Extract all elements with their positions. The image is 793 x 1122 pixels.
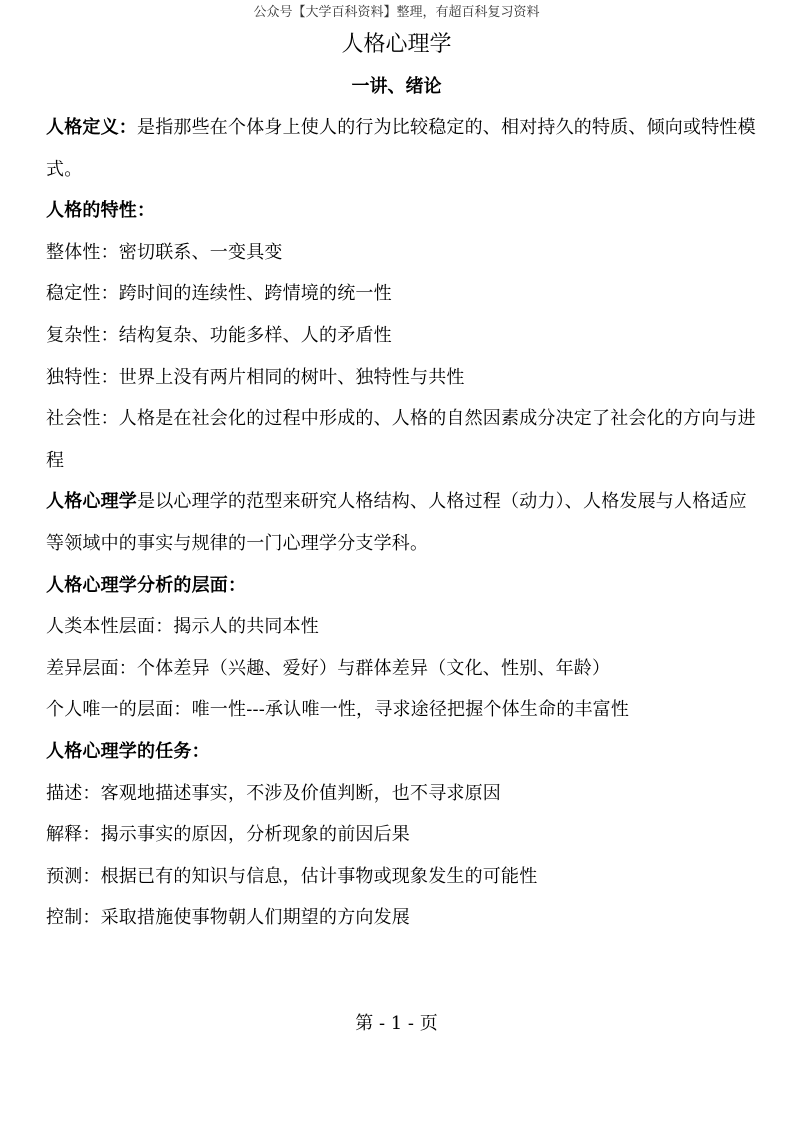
task-item-predict: 预测：根据已有的知识与信息，估计事物或现象发生的可能性	[46, 865, 538, 887]
document-title: 人格心理学	[341, 32, 452, 57]
trait-item-complexity: 复杂性：结构复杂、功能多样、人的矛盾性	[46, 324, 392, 346]
psychology-definition-label: 人格心理学	[46, 491, 137, 513]
trait-item-wholeness: 整体性：密切联系、一变具变	[46, 241, 283, 263]
level-item-individual: 个人唯一的层面：唯一性---承认唯一性，寻求途径把握个体生命的丰富性	[46, 699, 630, 721]
definition-text: 是指那些在个体身上使人的行为比较稳定的、相对持久的特质、倾向或特性模式。	[46, 117, 756, 180]
task-item-explain: 解释：揭示事实的原因，分析现象的前因后果	[46, 824, 410, 846]
level-item-difference: 差异层面：个体差异（兴趣、爱好）与群体差异（文化、性别、年龄）	[46, 657, 611, 679]
psychology-definition-paragraph	[46, 481, 758, 564]
header-note: 公众号【大学百科资料】整理，有超百科复习资料	[253, 5, 540, 20]
page-number-footer: 第 - 1 - 页	[355, 1013, 438, 1034]
definition-paragraph	[46, 107, 758, 190]
tasks-heading: 人格心理学的任务：	[46, 740, 210, 762]
levels-heading: 人格心理学分析的层面：	[46, 574, 247, 596]
document-body	[46, 107, 758, 939]
trait-item-sociality: 社会性：人格是在社会化的过程中形成的、人格的自然因素成分决定了社会化的方向与进程	[46, 408, 756, 471]
chapter-title: 一讲、绪论	[351, 76, 442, 97]
definition-label: 人格定义：	[46, 117, 137, 138]
trait-item-uniqueness: 独特性：世界上没有两片相同的树叶、独特性与共性	[46, 366, 465, 388]
level-item-human-nature: 人类本性层面：揭示人的共同本性	[46, 616, 319, 638]
trait-item-stability: 稳定性：跨时间的连续性、跨情境的统一性	[46, 283, 392, 305]
task-item-control: 控制：采取措施使事物朝人们期望的方向发展	[46, 907, 410, 929]
traits-heading: 人格的特性：	[46, 200, 156, 222]
psychology-definition-text: 是以心理学的范型来研究人格结构、人格过程（动力）、人格发展与人格适应等领域中的事实与规律的一门心理学分支学科。	[46, 491, 747, 554]
task-item-describe: 描述：客观地描述事实，不涉及价值判断，也不寻求原因	[46, 782, 501, 804]
